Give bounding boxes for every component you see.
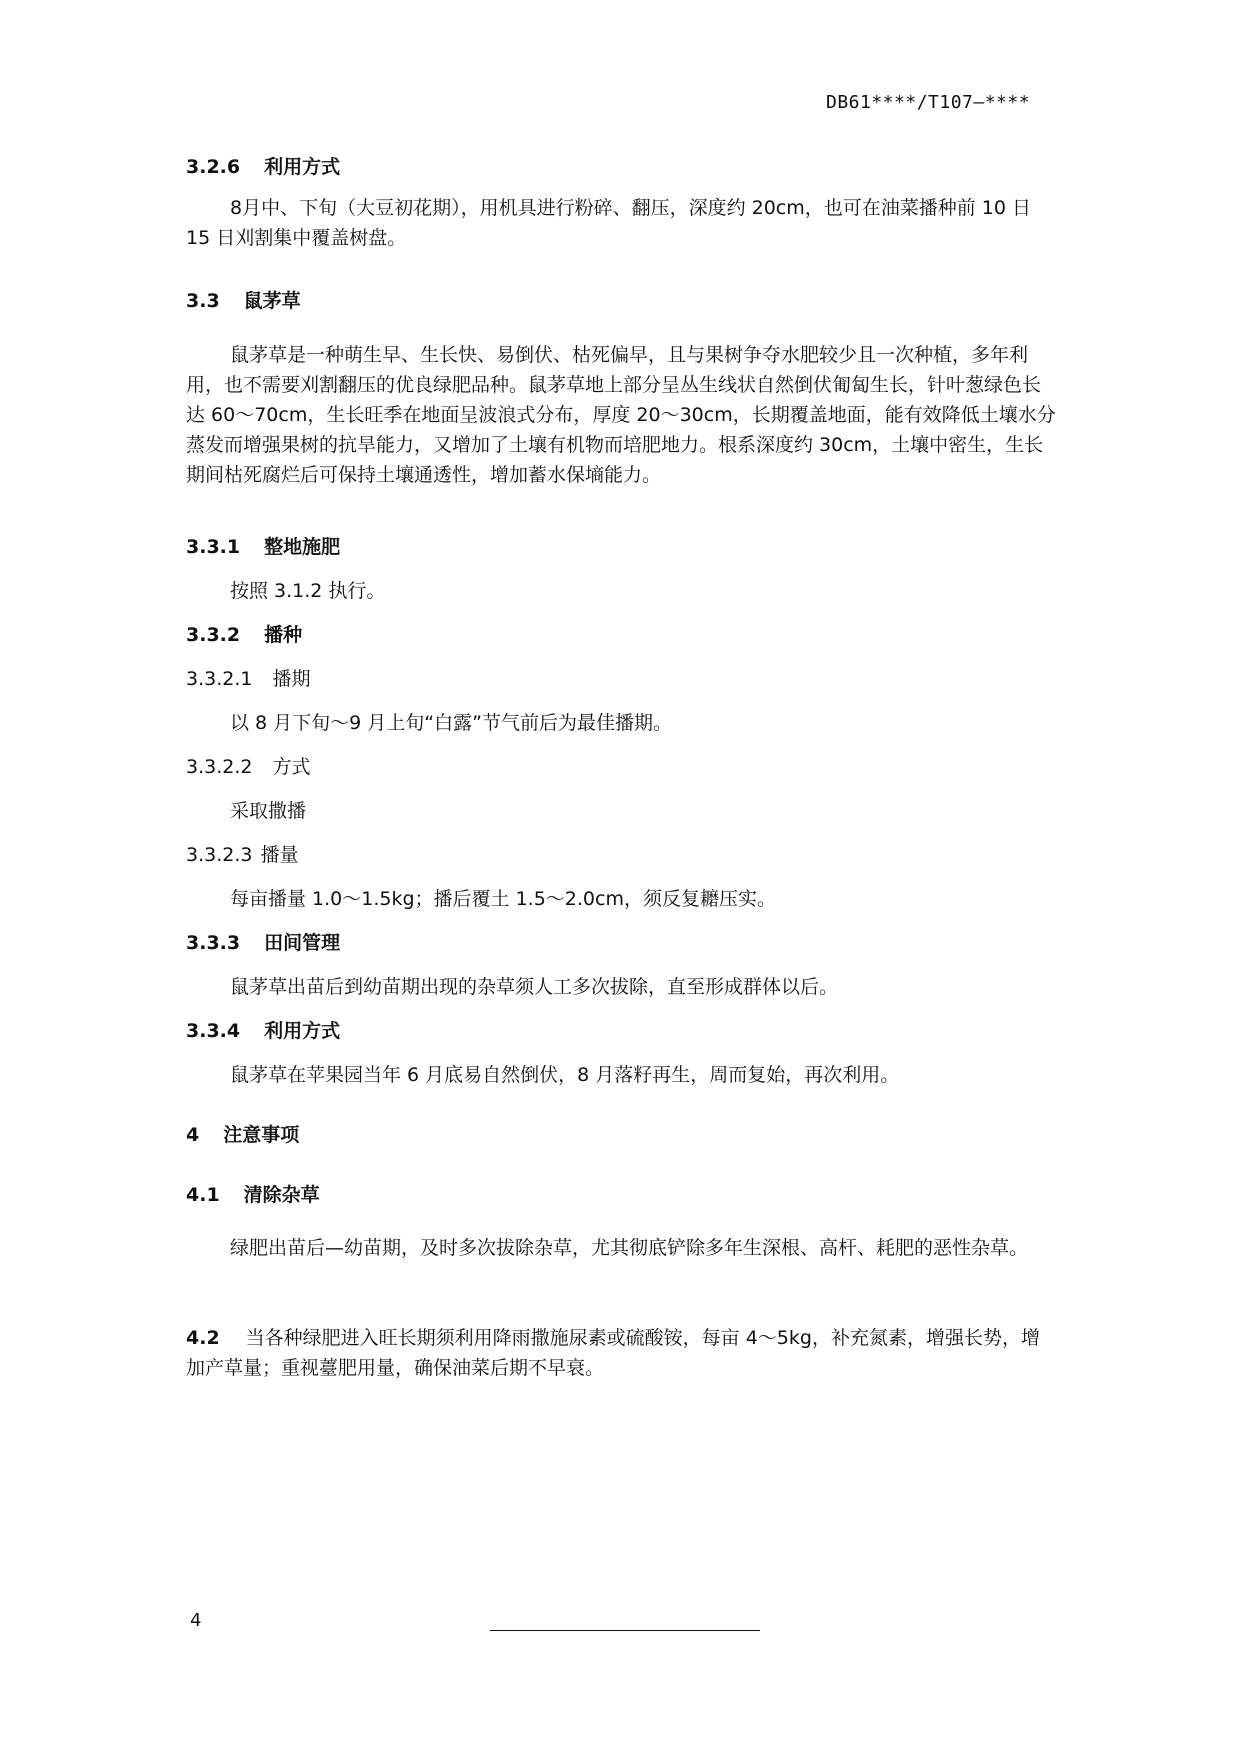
paragraph-3-2-6: 8月中、下旬（大豆初花期），用机具进行粉碎、翻压，深度约 20cm，也可在油菜播种前 10 日 15 日刈割集中覆盖树盘。 [186, 197, 1032, 249]
heading-3-3-3 [186, 928, 340, 955]
heading-number: 3.3.2.3 [186, 844, 253, 866]
footer-divider [490, 1630, 760, 1631]
heading-number: 3.3.2.1 [186, 668, 253, 690]
heading-4-1 [186, 1180, 320, 1207]
heading-title: 田间管理 [264, 932, 341, 954]
heading-3-3-2-2 [186, 752, 311, 779]
paragraph-text: 当各种绿肥进入旺长期须利用降雨撒施尿素或硫酸铵，每亩 4～5kg，补充氮素，增强长势，增加产草量；重视薹肥用量，确保油菜后期不早衰。 [186, 1327, 1040, 1379]
heading-title: 鼠茅草 [243, 290, 301, 312]
heading-title: 注意事项 [223, 1124, 300, 1146]
page-number: 4 [190, 1610, 202, 1631]
heading-title: 整地施肥 [264, 536, 341, 558]
heading-number: 4.2 [186, 1327, 220, 1349]
paragraph-4-2 [186, 1323, 1056, 1383]
heading-3-3-4 [186, 1016, 340, 1043]
document-code: DB61****/T107—**** [826, 92, 1031, 113]
heading-title: 清除杂草 [243, 1184, 320, 1206]
heading-title: 利用方式 [264, 156, 341, 178]
heading-number: 3.2.6 [186, 156, 241, 178]
paragraph-3-3-2-3: 每亩播量 1.0～1.5kg；播后覆土 1.5～2.0cm，须反复耱压实。 [230, 888, 776, 910]
heading-number: 3.3.4 [186, 1020, 241, 1042]
heading-3-3 [186, 286, 301, 313]
heading-3-3-1 [186, 532, 340, 559]
heading-number: 3.3.2 [186, 624, 241, 646]
heading-3-3-2-3 [186, 840, 299, 867]
heading-3-3-2-1 [186, 664, 311, 691]
heading-number: 4.1 [186, 1184, 220, 1206]
paragraph-3-3-2-1: 以 8 月下旬～9 月上旬“白露”节气前后为最佳播期。 [230, 712, 672, 734]
heading-4 [186, 1120, 299, 1147]
heading-number: 3.3.1 [186, 536, 241, 558]
paragraph-3-3: 鼠茅草是一种萌生早、生长快、易倒伏、枯死偏早，且与果树争夺水肥较少且一次种植，多年利用，也不需要刈割翻压的优良绿肥品种。鼠茅草地上部分呈丛生线状自然倒伏匍匐生长，针叶葱绿色长达 60～70cm，生长旺季在地面呈波浪式分布，厚度 20～30cm，长期覆盖地面，能有效降低土壤水分蒸发而增强果树的抗旱能力，又增加了土壤有机物而培肥地力。根系深度约 30cm，土壤中密生，生长期间枯死腐烂后可保持土壤通透性，增加蓄水保墒能力。 [186, 344, 1056, 486]
heading-3-3-2 [186, 620, 302, 647]
paragraph-3-3-1: 按照 3.1.2 执行。 [230, 580, 386, 602]
paragraph-3-3-2-2: 采取撒播 [230, 800, 307, 822]
heading-title: 播期 [272, 668, 311, 690]
heading-title: 利用方式 [264, 1020, 341, 1042]
paragraph-3-3-3: 鼠茅草出苗后到幼苗期出现的杂草须人工多次拔除，直至形成群体以后。 [230, 976, 839, 998]
heading-title: 播种 [264, 624, 303, 646]
heading-number: 3.3 [186, 290, 220, 312]
paragraph-3-3-4: 鼠茅草在苹果园当年 6 月底易自然倒伏，8 月落籽再生，周而复始，再次利用。 [230, 1064, 900, 1086]
heading-title: 播量 [260, 844, 299, 866]
heading-title: 方式 [272, 756, 311, 778]
heading-number: 4 [186, 1124, 200, 1146]
heading-number: 3.3.2.2 [186, 756, 253, 778]
heading-3-2-6 [186, 152, 340, 179]
paragraph-4-1: 绿肥出苗后—幼苗期，及时多次拔除杂草，尤其彻底铲除多年生深根、高杆、耗肥的恶性杂草。 [230, 1237, 1029, 1259]
heading-number: 3.3.3 [186, 932, 241, 954]
